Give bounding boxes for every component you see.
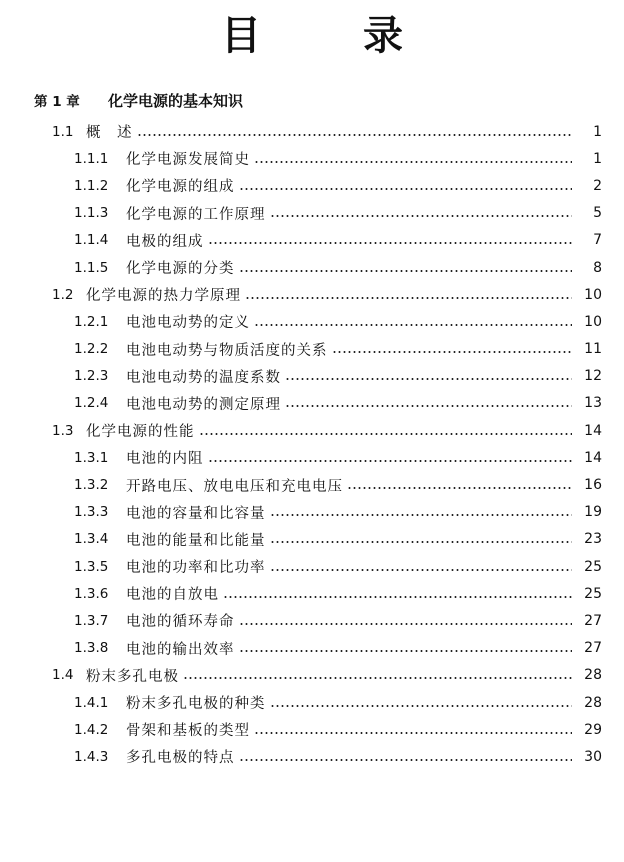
dot-leader (254, 324, 572, 326)
toc-entry-number: 1.3.7 (74, 612, 109, 629)
dot-leader (239, 188, 573, 190)
dot-leader (270, 569, 573, 571)
toc-page-number: 27 (584, 612, 602, 629)
toc-subsection-row (0, 471, 624, 498)
toc-page-number: 25 (584, 558, 602, 575)
toc-entry-label: 化学电源的组成 (126, 179, 235, 196)
toc-page-number: 10 (584, 313, 602, 330)
dot-leader (270, 541, 573, 543)
chapter-number: 第 1 章 (34, 94, 80, 110)
toc-entry-number: 1.3.2 (74, 477, 109, 494)
toc-entry-number: 1.3.5 (74, 558, 109, 575)
chapter-title: 化学电源的基本知识 (108, 92, 244, 110)
toc-entry-number: 1.3.1 (74, 449, 109, 466)
toc-entry-number: 1.4.3 (74, 748, 109, 765)
dot-leader (270, 215, 573, 217)
toc-subsection-row (0, 145, 624, 172)
toc-page-number: 1 (593, 123, 602, 140)
toc-entry-label: 化学电源的工作原理 (126, 206, 266, 223)
toc-subsection-row (0, 336, 624, 363)
toc-subsection-row (0, 526, 624, 553)
toc-entry-number: 1.2 (52, 286, 74, 303)
toc-page-number: 7 (593, 232, 602, 249)
toc-page-number: 12 (584, 368, 602, 385)
toc-entry-number: 1.1.2 (74, 177, 109, 194)
dot-leader (270, 514, 573, 516)
toc-entry-label: 电池电动势的定义 (126, 315, 250, 332)
toc-entry-number: 1.4 (52, 667, 74, 684)
toc-subsection-row (0, 635, 624, 662)
toc-entry-label: 电池电动势的温度系数 (126, 369, 281, 386)
dot-leader (199, 433, 573, 435)
toc-page-number: 1 (593, 150, 602, 167)
toc-list (0, 118, 624, 771)
toc-entry-label: 电池的自放电 (126, 587, 219, 604)
toc-page-number: 5 (593, 205, 602, 222)
toc-entry-label: 粉末多孔电极 (86, 668, 179, 685)
toc-entry-label: 电极的组成 (126, 233, 204, 250)
toc-page-number: 27 (584, 640, 602, 657)
toc-subsection-row (0, 444, 624, 471)
toc-subsection-row (0, 308, 624, 335)
toc-entry-label: 电池的功率和比功率 (126, 560, 266, 577)
toc-subsection-row (0, 499, 624, 526)
dot-leader (285, 378, 572, 380)
toc-subsection-row (0, 172, 624, 199)
chapter-heading (34, 90, 604, 113)
dot-leader (332, 351, 573, 353)
toc-page-number: 2 (593, 177, 602, 194)
toc-entry-label: 电池的循环寿命 (126, 614, 235, 631)
toc-entry-label: 电池的容量和比容量 (126, 505, 266, 522)
toc-entry-number: 1.1.4 (74, 232, 109, 249)
toc-entry-label: 骨架和基板的类型 (126, 723, 250, 740)
toc-subsection-row (0, 580, 624, 607)
dot-leader (223, 596, 572, 598)
toc-subsection-row (0, 553, 624, 580)
toc-entry-label: 多孔电极的特点 (126, 750, 235, 767)
toc-page-number: 14 (584, 449, 602, 466)
dot-leader (183, 677, 572, 679)
toc-entry-number: 1.3.8 (74, 640, 109, 657)
toc-page-number: 14 (584, 422, 602, 439)
toc-entry-label: 概 述 (86, 125, 133, 142)
dot-leader (239, 270, 573, 272)
dot-leader (208, 460, 573, 462)
toc-page-number: 16 (584, 477, 602, 494)
dot-leader (239, 650, 573, 652)
toc-entry-number: 1.4.1 (74, 694, 109, 711)
toc-subsection-row (0, 689, 624, 716)
toc-entry-number: 1.3.6 (74, 585, 109, 602)
toc-page-number: 23 (584, 531, 602, 548)
dot-leader (137, 134, 573, 136)
dot-leader (245, 297, 572, 299)
toc-subsection-row (0, 254, 624, 281)
toc-subsection-row (0, 200, 624, 227)
toc-page-number: 19 (584, 504, 602, 521)
toc-entry-label: 电池电动势的测定原理 (126, 396, 281, 413)
toc-entry-number: 1.2.2 (74, 341, 109, 358)
toc-subsection-row (0, 363, 624, 390)
dot-leader (208, 242, 573, 244)
dot-leader (347, 487, 572, 489)
toc-entry-label: 电池的内阻 (126, 451, 204, 468)
toc-entry-label: 电池的输出效率 (126, 641, 235, 658)
toc-entry-label: 电池的能量和比能量 (126, 532, 266, 549)
toc-entry-label: 开路电压、放电电压和充电电压 (126, 478, 343, 495)
toc-entry-number: 1.2.1 (74, 313, 109, 330)
toc-page-number: 13 (584, 395, 602, 412)
toc-entry-number: 1.3.4 (74, 531, 109, 548)
toc-entry-label: 化学电源的分类 (126, 261, 235, 278)
toc-entry-label: 化学电源发展简史 (126, 152, 250, 169)
toc-subsection-row (0, 227, 624, 254)
toc-section-row (0, 417, 624, 444)
toc-page-number: 8 (593, 259, 602, 276)
toc-section-row (0, 662, 624, 689)
toc-page-number: 11 (584, 341, 602, 358)
toc-entry-label: 粉末多孔电极的种类 (126, 696, 266, 713)
toc-entry-label: 电池电动势与物质活度的关系 (126, 342, 328, 359)
dot-leader (239, 623, 573, 625)
toc-page-number: 29 (584, 721, 602, 738)
toc-subsection-row (0, 716, 624, 743)
toc-entry-number: 1.4.2 (74, 721, 109, 738)
toc-page-number: 28 (584, 667, 602, 684)
toc-section-row (0, 118, 624, 145)
dot-leader (270, 705, 573, 707)
dot-leader (254, 161, 572, 163)
dot-leader (285, 405, 572, 407)
toc-section-row (0, 281, 624, 308)
page-title: 目 录 (221, 12, 447, 59)
toc-entry-label: 化学电源的热力学原理 (86, 288, 241, 305)
toc-page-number: 28 (584, 694, 602, 711)
toc-page-number: 25 (584, 585, 602, 602)
toc-subsection-row (0, 390, 624, 417)
toc-entry-number: 1.2.3 (74, 368, 109, 385)
dot-leader (239, 759, 573, 761)
toc-entry-number: 1.1.3 (74, 205, 109, 222)
toc-entry-number: 1.1.1 (74, 150, 109, 167)
toc-entry-number: 1.3 (52, 422, 74, 439)
toc-subsection-row (0, 743, 624, 770)
toc-subsection-row (0, 607, 624, 634)
dot-leader (254, 732, 572, 734)
toc-entry-number: 1.2.4 (74, 395, 109, 412)
toc-entry-number: 1.1 (52, 123, 74, 140)
toc-entry-number: 1.3.3 (74, 504, 109, 521)
toc-page-number: 10 (584, 286, 602, 303)
toc-page-number: 30 (584, 748, 602, 765)
toc-entry-label: 化学电源的性能 (86, 424, 195, 441)
toc-entry-number: 1.1.5 (74, 259, 109, 276)
